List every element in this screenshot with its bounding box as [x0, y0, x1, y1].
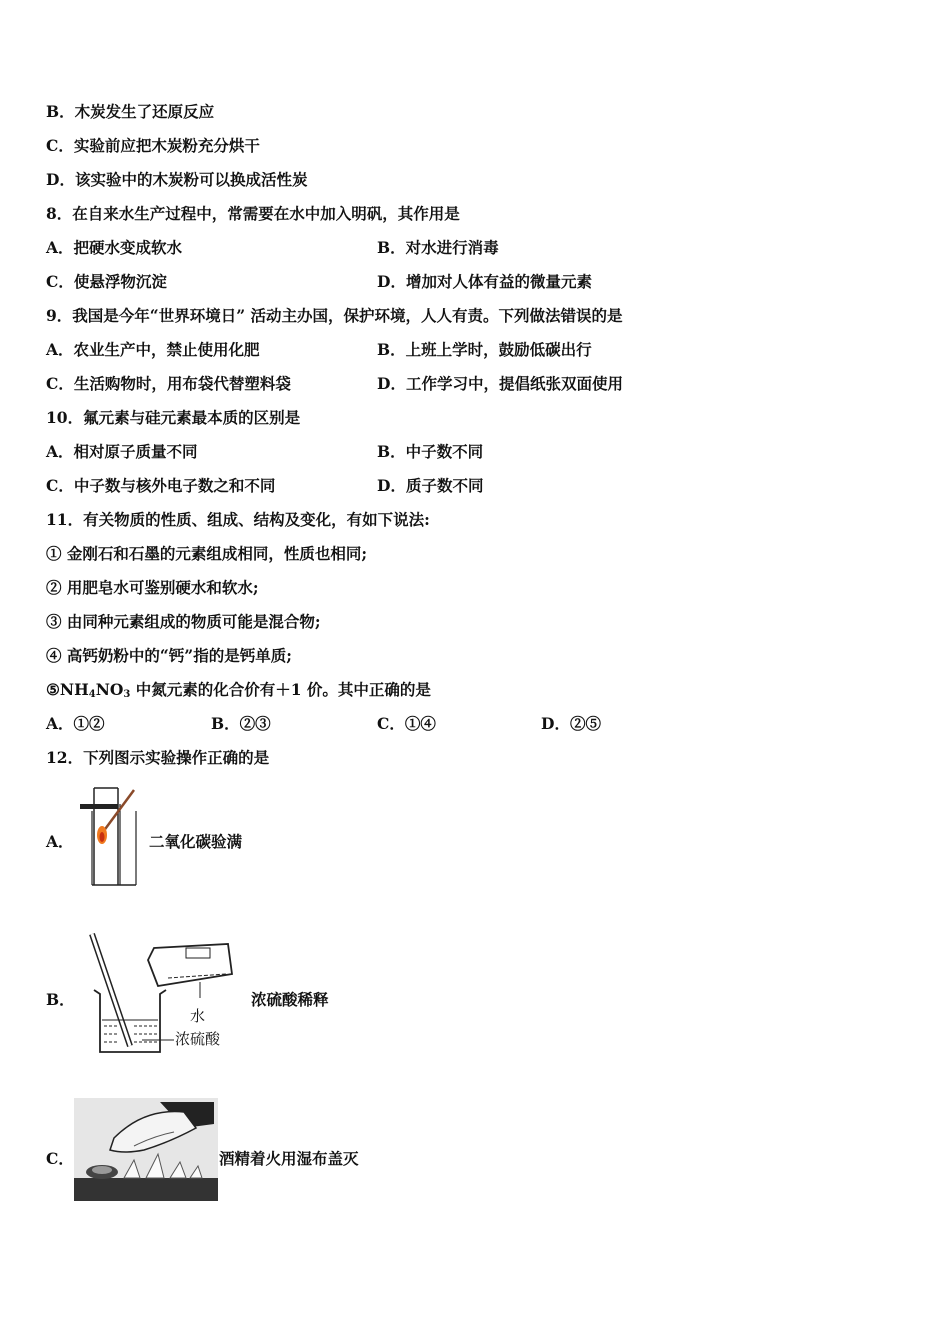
q10-stem: 10．氟元素与硅元素最本质的区别是 [46, 408, 301, 427]
q8-option-c: C．使悬浮物沉淀 [46, 272, 167, 291]
q8-option-b: B．对水进行消毒 [377, 238, 499, 257]
acid-dilution-figure [88, 930, 248, 1060]
q11-statement-5-rest: 中氮元素的化合价有＋1 价。其中正确的是 [130, 680, 431, 699]
formula-no: NO [95, 680, 124, 699]
q11-option-d: D．②⑤ [541, 714, 601, 733]
q9-option-b: B．上班上学时，鼓励低碳出行 [377, 340, 592, 359]
acid-label: 浓硫酸 [175, 1030, 221, 1048]
q12-option-b-label: B． [46, 990, 75, 1009]
q9-option-a: A．农业生产中，禁止使用化肥 [46, 340, 260, 359]
formula-sub-4: 4 [88, 689, 96, 700]
q11-option-b: B．②③ [211, 714, 271, 733]
q11-option-c: C．①④ [377, 714, 436, 733]
q10-option-c: C．中子数与核外电子数之和不同 [46, 476, 276, 495]
q11-statement-2: ② 用肥皂水可鉴别硬水和软水; [46, 578, 259, 597]
q11-statement-5 [46, 680, 431, 705]
formula-nh: ⑤NH [46, 680, 89, 699]
q10-option-a: A．相对原子质量不同 [46, 442, 198, 461]
q9-option-d: D．工作学习中，提倡纸张双面使用 [377, 374, 623, 393]
water-label: 水 [190, 1007, 206, 1025]
q8-option-d: D．增加对人体有益的微量元素 [377, 272, 592, 291]
q11-stem: 11．有关物质的性质、组成、结构及变化，有如下说法: [46, 510, 430, 529]
q9-option-c: C．生活购物时，用布袋代替塑料袋 [46, 374, 291, 393]
q8-option-a: A．把硬水变成软水 [46, 238, 183, 257]
q12-option-c-label: C． [46, 1149, 74, 1168]
alcohol-fire-figure [74, 1098, 218, 1201]
q7-option-b: B．木炭发生了还原反应 [46, 102, 215, 121]
q10-option-d: D．质子数不同 [377, 476, 484, 495]
q12-stem: 12．下列图示实验操作正确的是 [46, 748, 270, 767]
co2-test-figure [78, 786, 144, 888]
q8-stem: 8．在自来水生产过程中，常需要在水中加入明矾，其作用是 [46, 204, 460, 223]
q7-option-d: D．该实验中的木炭粉可以换成活性炭 [46, 170, 308, 189]
formula-sub-3: 3 [123, 689, 131, 700]
q10-option-b: B．中子数不同 [377, 442, 484, 461]
q11-statement-3: ③ 由同种元素组成的物质可能是混合物; [46, 612, 321, 631]
q11-statement-4: ④ 高钙奶粉中的“钙”指的是钙单质; [46, 646, 292, 665]
q12-option-a-caption: 二氧化碳验满 [149, 832, 243, 851]
q7-option-c: C．实验前应把木炭粉充分烘干 [46, 136, 260, 155]
q11-option-a: A．①② [46, 714, 105, 733]
q12-option-b-caption: 浓硫酸稀释 [251, 990, 329, 1009]
q12-option-a-label: A． [46, 832, 74, 851]
q12-option-c-caption: 酒精着火用湿布盖灭 [219, 1149, 359, 1168]
q9-stem: 9．我国是今年“世界环境日” 活动主办国，保护环境，人人有责。下列做法错误的是 [46, 306, 623, 325]
q11-statement-1: ① 金刚石和石墨的元素组成相同，性质也相同; [46, 544, 368, 563]
